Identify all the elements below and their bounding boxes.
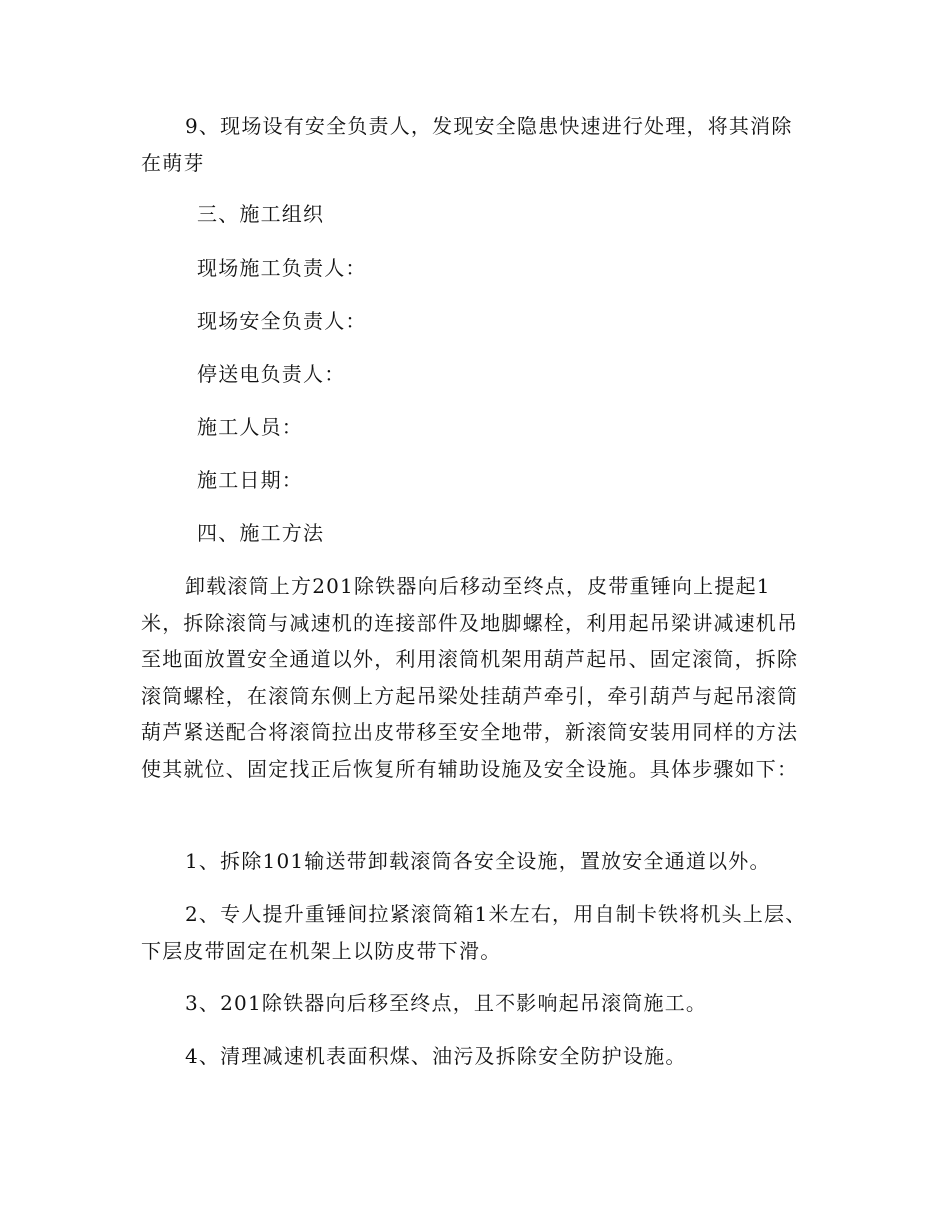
step-2: 2、专人提升重锤间拉紧滚筒箱1米左右，用自制卡铁将机头上层、下层皮带固定在机架上以防皮带下滑。 [141, 902, 807, 963]
field-construction-date: 施工日期： [197, 468, 303, 492]
step-1: 1、拆除101输送带卸载滚筒各安全设施，置放安全通道以外。 [185, 849, 771, 873]
heading-construction-organization: 三、施工组织 [197, 202, 325, 226]
field-site-construction-lead: 现场施工负责人： [197, 256, 367, 280]
field-power-lead: 停送电负责人： [197, 362, 346, 386]
field-site-safety-lead: 现场安全负责人： [197, 309, 367, 333]
step-4: 4、清理减速机表面积煤、油污及拆除安全防护设施。 [185, 1044, 687, 1068]
paragraph-method-description: 卸载滚筒上方201除铁器向后移动至终点，皮带重锤向上提起1米，拆除滚筒与减速机的连接部件及地脚螺栓，利用起吊梁讲减速机吊至地面放置安全通道以外，利用滚筒机架用葫芦起吊、固定滚筒，拆除滚筒螺栓，在滚筒东侧上方起吊梁处挂葫芦牵引，牵引葫芦与起吊滚筒葫芦紧送配合将滚筒拉出皮带移至安全地带，新滚筒安装用同样的方法使其就位、固定找正后恢复所有辅助设施及安全设施。具体步骤如下： [141, 574, 799, 781]
heading-construction-method: 四、施工方法 [197, 521, 325, 545]
field-construction-staff: 施工人员： [197, 415, 303, 439]
paragraph-safety-item-9: 9、现场设有安全负责人，发现安全隐患快速进行处理，将其消除在萌芽 [141, 114, 793, 175]
step-3: 3、201除铁器向后移至终点，且不影响起吊滚筒施工。 [185, 991, 708, 1015]
